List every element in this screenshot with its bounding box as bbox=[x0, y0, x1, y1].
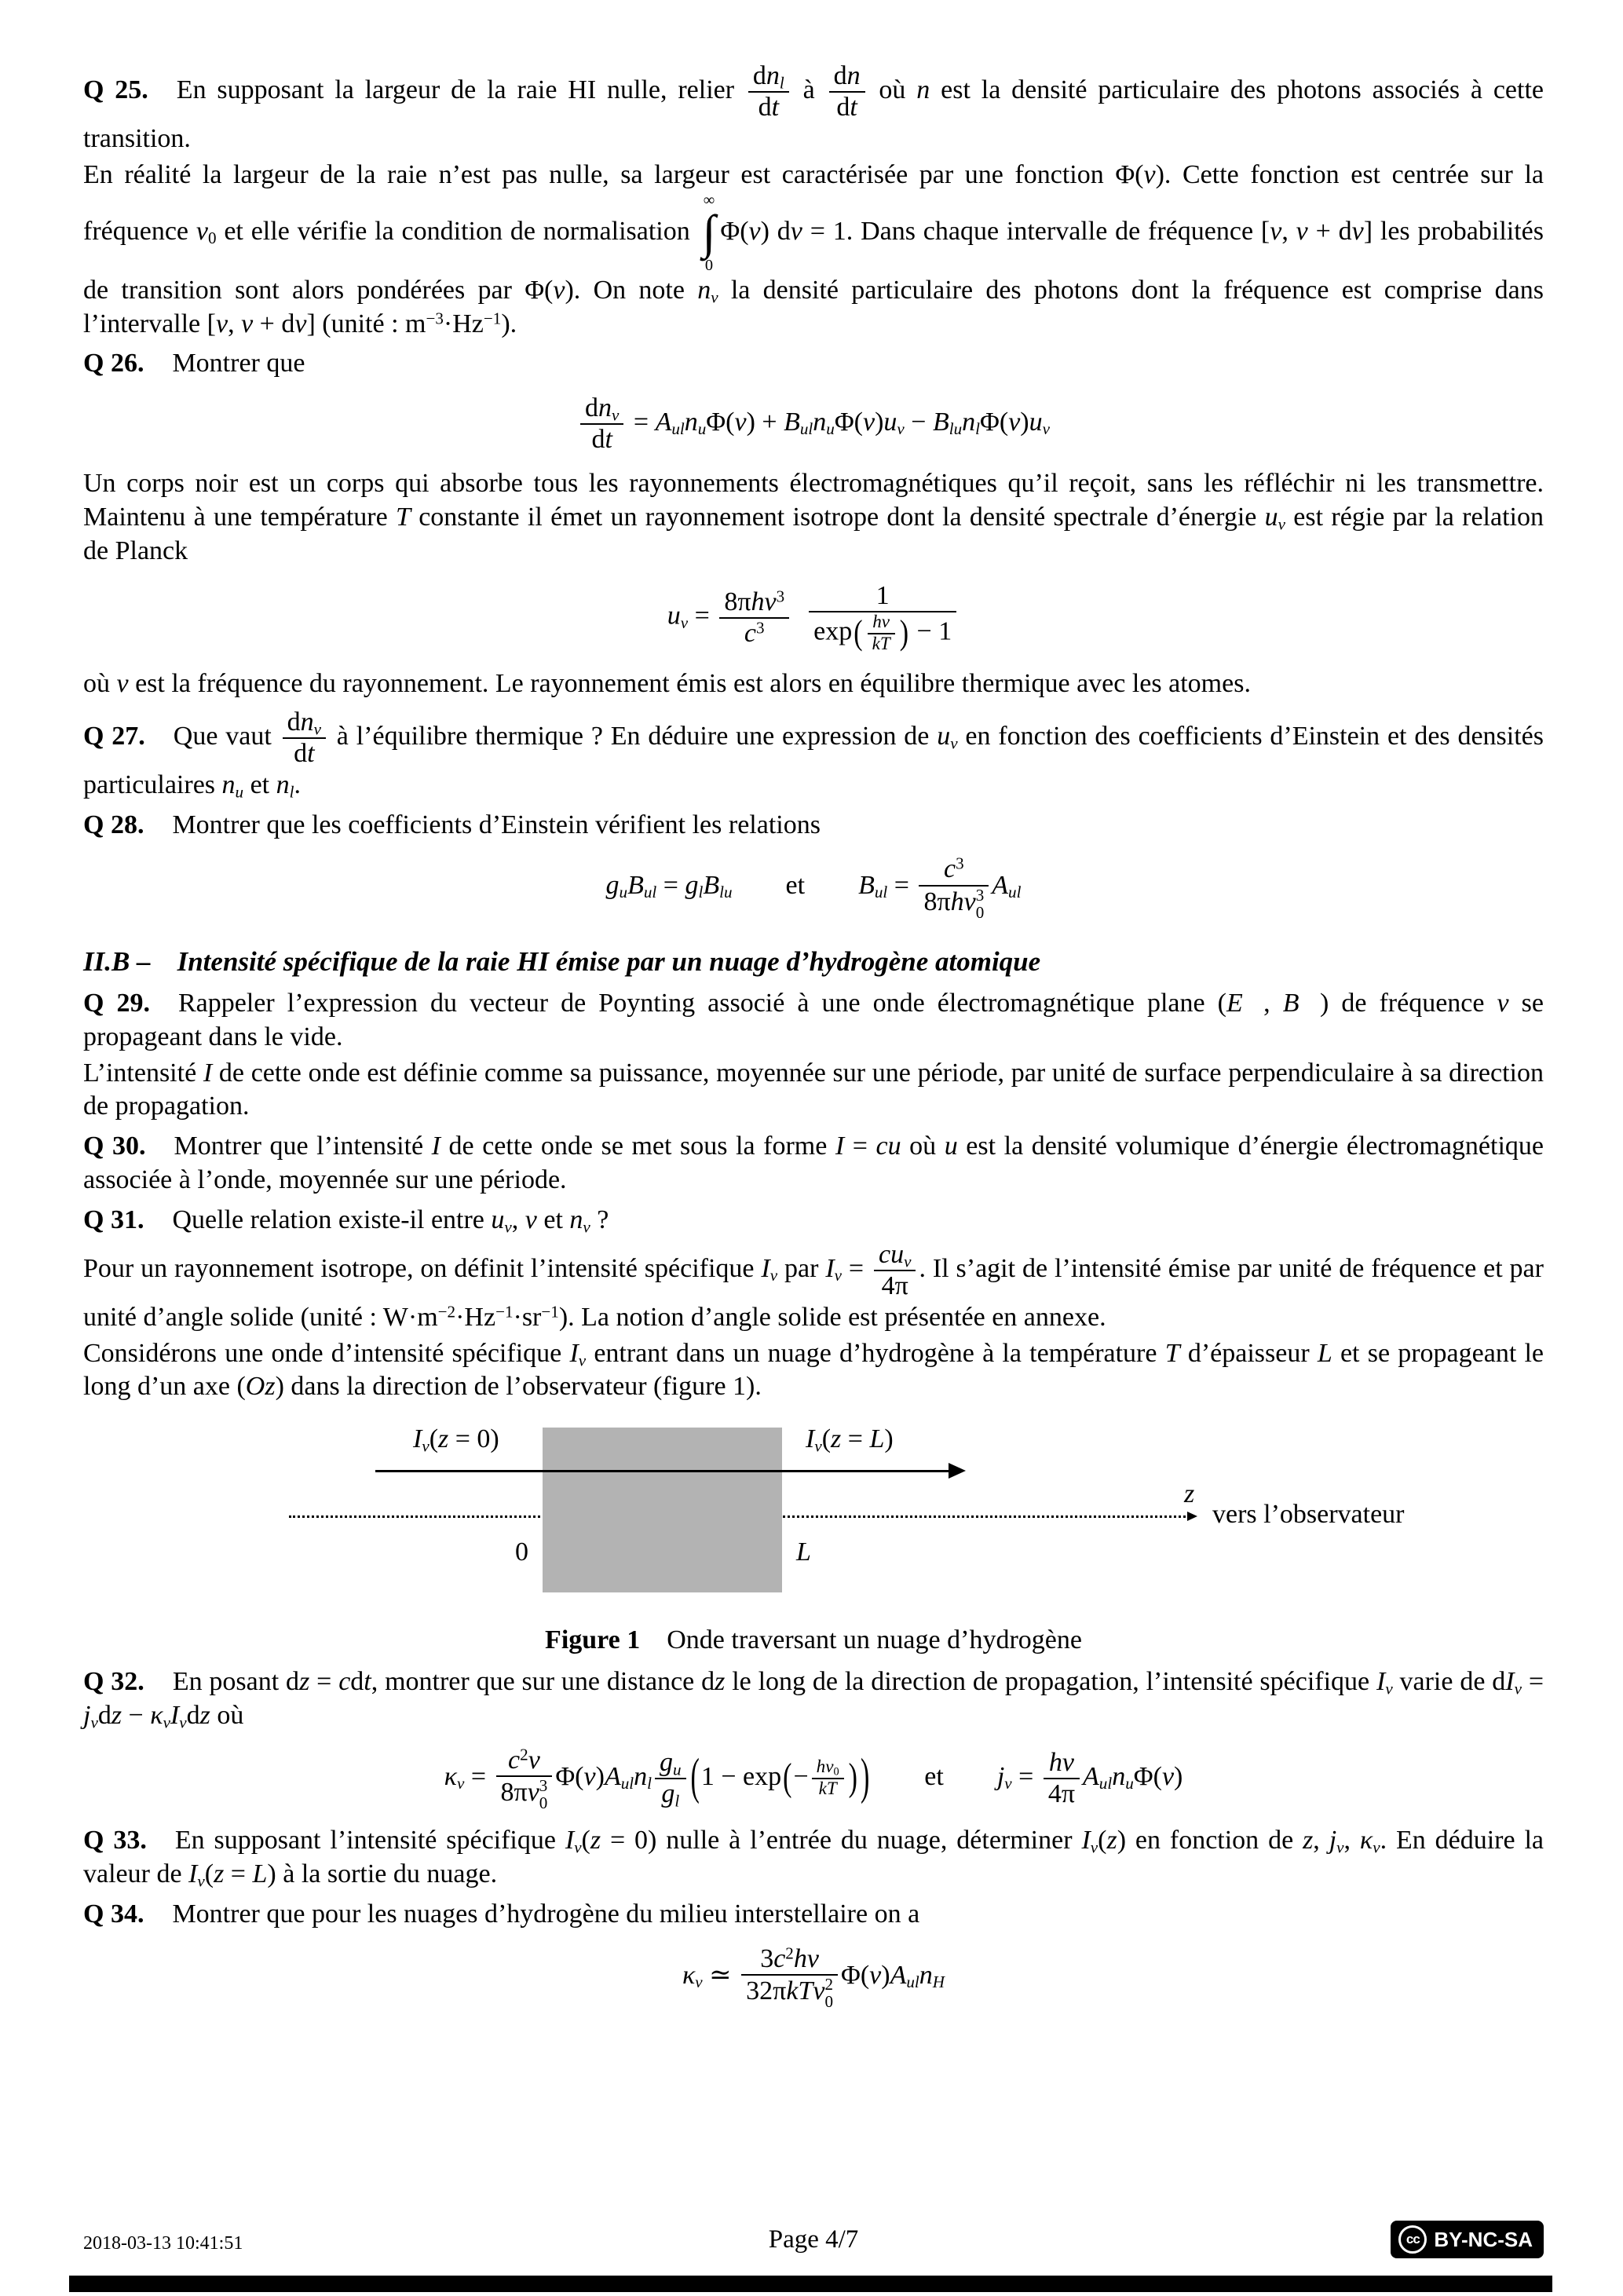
question-31-label: Q 31. bbox=[83, 1205, 144, 1234]
equation-rate: $\frac{dn_\nu}{dt}$ = $A_{ul}n_u\Phi(\nu) + B_{ul}n_u\Phi(\nu)u_\nu - B_{lu}n_l\Phi(\nu)u_\nu$ bbox=[83, 393, 1544, 455]
question-31 bbox=[83, 1204, 1544, 1238]
paragraph-blackbody: Un corps noir est un corps qui absorbe tous les rayonnements électromagnétiques qu’il reçoit, sans les réfléchir ni les transmettre. Maintenu à une température T constante il émet un rayonnement isotrope dont la densité spectrale d’énergie $u_\nu$ est régie par la relation de Planck bbox=[83, 469, 1544, 566]
beam-arrow-line bbox=[375, 1470, 952, 1472]
question-25-label: Q 25. bbox=[83, 75, 148, 104]
z-axis-arrowhead bbox=[1187, 1512, 1197, 1521]
question-29 bbox=[83, 987, 1544, 1055]
timestamp: 2018-03-13 10:41:51 bbox=[83, 2233, 243, 2254]
license-badge[interactable] bbox=[1391, 2221, 1544, 2258]
paragraph-equilibrium: où ν est la fréquence du rayonnement. Le rayonnement émis est alors en équilibre thermique avec les atomes. bbox=[83, 668, 1251, 698]
question-27-label: Q 27. bbox=[83, 721, 145, 751]
transmitted-intensity-label: $I_\nu(z = L)$ bbox=[806, 1424, 894, 1456]
incident-intensity-label: $I_\nu(z = 0)$ bbox=[413, 1424, 499, 1456]
question-28 bbox=[83, 809, 1544, 843]
question-33-label: Q 33. bbox=[83, 1826, 147, 1855]
question-28-text: Montrer que les coefficients d’Einstein vérifient les relations bbox=[172, 810, 821, 839]
question-33 bbox=[83, 1824, 1544, 1892]
hydrogen-cloud-rect bbox=[543, 1428, 782, 1592]
cc-icon: cc bbox=[1398, 2225, 1427, 2254]
question-28-label: Q 28. bbox=[83, 810, 144, 839]
license-label: BY-NC-SA bbox=[1434, 2227, 1533, 2251]
figure-label: Figure 1 bbox=[545, 1625, 641, 1655]
equation-kappa-j: $\kappa_\nu$ = $c^2\nu$ 8πν 3 0 $\Phi(\nu)A_{ul}n_l$ $\frac{g_u}{g_l}$ (1 − exp(− $\frac{h\nu_0}{kT}$ ) ) et $j_\nu$ = $\frac{h\nu}{4\pi}$ $A_{ul}n_u\Phi(\nu)$ bbox=[444, 1745, 1183, 1812]
bottom-bar bbox=[69, 2276, 1552, 2292]
question-31-text: Quelle relation existe-il entre $u_\nu$, ν et $n_\nu$ ? bbox=[172, 1205, 609, 1237]
question-30-text: Montrer que l’intensité I de cette onde se met sous la forme I = cu où u est la densité volumique d’énergie électromagnétique associée à l’onde, moyennée sur une période. bbox=[83, 1132, 1544, 1195]
figure-caption-text: Onde traversant un nuage d’hydrogène bbox=[667, 1625, 1082, 1655]
paragraph-specific-intensity: Pour un rayonnement isotrope, on définit l’intensité spécifique $I_\nu$ par $I_\nu$ = $\frac{cu_\nu}{4\pi}$ . Il s’agit de l’intensité émise par unité de fréquence et par unité d’angle solide (unité : $W\cdot m^{-2}\cdot Hz^{-1}\cdot sr^{-1}$). La notion d’angle solide est présentée en annexe. bbox=[83, 1239, 1544, 1332]
equation-kappa-approx: $\kappa_\nu$ ≃ $3c^2h\nu$ 32πkTν 2 0 $\Phi(\nu)A_{ul}n_H$ bbox=[682, 1943, 945, 2011]
paragraph-cloud-setup: Considérons une onde d’intensité spécifique $I_\nu$ entrant dans un nuage d’hydrogène à la température T d’épaisseur L et se propageant le long d’un axe (Oz) dans la direction de l’observateur (figure 1). bbox=[83, 1338, 1544, 1402]
observer-label: vers l’observateur bbox=[1212, 1500, 1405, 1530]
paragraph-line-profile: En réalité la largeur de la raie n’est pas nulle, sa largeur est caractérisée par une fonction Φ(ν). Cette fonction est centrée sur la fréquence $\nu_0$ et elle vérifie la condition de normalisation ∞ ∫ 0 Φ(ν) dν = 1. Dans chaque intervalle de fréquence [ν, ν + dν] les probabilités de transition sont alors pondérées par Φ(ν). On note $n_\nu$ la densité particulaire des photons dont la fréquence est comprise dans l’intervalle [ν, ν + dν] (unité : $m^{-3}\cdot Hz^{-1}$). bbox=[83, 159, 1544, 338]
question-27 bbox=[83, 707, 1544, 803]
thickness-label: L bbox=[796, 1537, 811, 1567]
question-30 bbox=[83, 1130, 1544, 1197]
question-27-text: Que vaut $\frac{dn_\nu}{dt}$ à l’équilibre thermique ? En déduire une expression de $u_\nu$ en fonction des coefficients d’Einstein et des densités particulaires $n_u$ et $n_l$. bbox=[83, 707, 1544, 802]
question-25 bbox=[83, 61, 1544, 156]
question-34 bbox=[83, 1898, 1544, 1932]
question-34-text: Montrer que pour les nuages d’hydrogène du milieu interstellaire on a bbox=[172, 1899, 920, 1929]
page-content bbox=[83, 55, 1544, 2023]
page-number: Page 4/7 bbox=[768, 2225, 859, 2254]
equation-einstein-relations: $g_uB_{ul} = g_lB_{lu}$ et $B_{ul}$ = $c^3$ 8πhν 3 0 $A_{ul}$ bbox=[605, 854, 1022, 922]
question-33-text: En supposant l’intensité spécifique $I_\nu(z = 0)$ nulle à l’entrée du nuage, déterminer $I_\nu(z)$ en fonction de z, $j_\nu$, $\kappa_\nu$. En déduire la valeur de $I_\nu(z = L)$ à la sortie du nuage. bbox=[83, 1826, 1544, 1891]
question-29-text: Rappeler l’expression du vecteur de Poynting associé à une onde électromagnétique plane (E⃗, B⃗) de fréquence ν se propageant dans le vide. bbox=[83, 988, 1544, 1051]
section-title: Intensité spécifique de la raie HI émise par un nuage d’hydrogène atomique bbox=[177, 945, 1041, 977]
z-axis-label: z bbox=[1184, 1479, 1195, 1509]
question-25-text: En supposant la largeur de la raie HI nulle, relier $\frac{dn_l}{dt}$ à $\frac{dn}{dt}$ où n est la densité particulaire des photons associés à cette transition. bbox=[83, 61, 1544, 154]
question-32-label: Q 32. bbox=[83, 1667, 144, 1697]
equation-planck: $u_\nu$ = $\frac{8\pi h\nu^3}{c^3}$ 1 exp( $\frac{h\nu}{kT}$ ) − 1 bbox=[83, 581, 1544, 655]
origin-label: 0 bbox=[515, 1537, 528, 1567]
figure-1-caption bbox=[83, 1624, 1544, 1658]
figure-1 bbox=[83, 1418, 1544, 1605]
page-footer bbox=[83, 2221, 1544, 2261]
section-number: II.B – bbox=[83, 945, 151, 977]
paragraph-intensity-definition: L’intensité I de cette onde est définie comme sa puissance, moyennée sur une période, par unité de surface perpendiculaire à sa direction de propagation. bbox=[83, 1058, 1544, 1121]
question-26 bbox=[83, 347, 1544, 381]
question-29-label: Q 29. bbox=[83, 988, 150, 1018]
section-heading-iib bbox=[83, 945, 1544, 979]
question-34-label: Q 34. bbox=[83, 1899, 144, 1929]
question-32 bbox=[83, 1665, 1544, 1733]
question-32-text: En posant dz = cdt, montrer que sur une distance dz le long de la direction de propagation, l’intensité spécifique $I_\nu$ varie de $dI_\nu = j_\nu dz - \kappa_\nu I_\nu dz$ où bbox=[83, 1667, 1544, 1732]
question-26-text: Montrer que bbox=[172, 349, 305, 378]
question-26-label: Q 26. bbox=[83, 349, 144, 378]
beam-arrowhead bbox=[949, 1463, 966, 1479]
question-30-label: Q 30. bbox=[83, 1132, 146, 1161]
